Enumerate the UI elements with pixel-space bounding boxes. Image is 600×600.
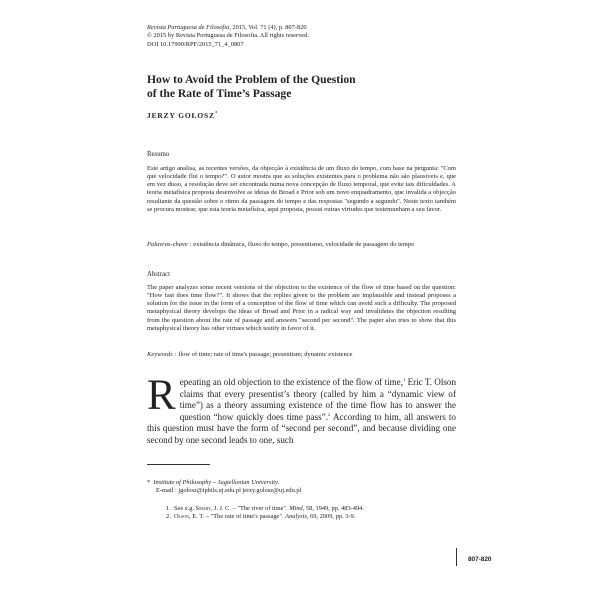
body-text-part-2: Eric T. Olson claims that every presentist’s theory (called by him a “dynamic view of time”) as a theory assuming existence of the time flow has to answer the question “how quickly does time pass”. (179, 377, 456, 422)
running-header (147, 24, 447, 49)
footnote-1-rest: , 58, 1949, pp. 483-494. (302, 505, 364, 512)
footnote-ref-1: 1 (403, 376, 406, 382)
author-affiliation-note (147, 479, 467, 496)
author-line (147, 111, 218, 120)
copyright-line: © 2015 by Revista Portuguesa de Filosofia. All rights reserved. (147, 32, 309, 40)
abstract-heading: Abstract (147, 271, 171, 278)
email-line: E-mail : jgolosz@iphils.uj.edu.pl jerzy.golosz@uj.edu.pl (156, 487, 302, 495)
footnote-1-journal: Mind (289, 505, 303, 512)
abstract-keywords-label: Keywords : (147, 351, 177, 358)
footnote-2-author: Olson, E. T. (174, 513, 205, 521)
title-line-1: How to Avoid the Problem of the Question (147, 73, 356, 86)
footnote-2-title: – "The rate of time's passage". (204, 513, 286, 521)
footnote-divider (147, 464, 210, 465)
drop-cap: R (147, 372, 176, 419)
footnote-1-author: Smart, J. J. C. (195, 505, 231, 512)
resumo-text: Este artigo analisa, as recentes versões, da objecção à existência de um fluxo do tempo, com base na pergunta: "Com que velocidade flui o tempo?". O autor mostra que as soluções existentes para o problema não são plausíveis e, que em vez disso, a resolução deve ser encontrada numa nova concepção de fluxo temporal, que evite tais dificuldades. A teoria metafísica proposta desenvolve as ideias de Broad e Prior sob um novo enquadramento, que invalida a objecção resultante da questão sobre o ritmo da passagem do tempo e das respostas "segundo a segundo". Neste texto também se procura mostrar, que esta teoria metafísica, aqui proposta, possui outras virtudes que testemunham a seu favor. (147, 165, 456, 213)
body-paragraph (147, 372, 456, 446)
title-line-2: of the Rate of Time’s Passage (147, 86, 292, 100)
footnote-1-prefix: See e.g. (174, 505, 196, 512)
resumo-keywords-text: existência dinâmica, fluxo do tempo, presentismo, velocidade de passagem do tempo (191, 241, 415, 248)
author-footnote-mark: * (214, 111, 219, 117)
page-number-rule (456, 548, 457, 566)
resumo-keywords (147, 241, 456, 249)
footnote-1-number: 1. (166, 505, 171, 512)
footnote-2-number: 2. (166, 513, 171, 521)
footnote-1-title: – "The river of time". (230, 505, 290, 512)
footnote-list (166, 505, 466, 522)
article-title (147, 73, 467, 100)
abstract-text: The paper analyzes some recent versions of the objection to the existence of the flow of time based on the question: "How fast does time flow?". It shows that the replies given to the problem are implausible and instead proposes a solution for the issue in the form of a conception of the flow of time which can avoid such a difficulty. The proposed metaphysical theory develops the ideas of Broad and Prior in a radical way and invalidates the objection resulting from the question about the rate of passage and answers "second per second". The paper also tries to show that this metaphysical theory has other virtues which testify in favor of it. (147, 284, 456, 332)
footnote-2 (166, 513, 466, 521)
footnote-2-rest: , 69, 2009, pp. 3-9. (306, 513, 356, 521)
footnote-1 (166, 505, 466, 513)
page-range: 807-820 (468, 556, 492, 563)
footnote-ref-2: 2 (328, 411, 331, 417)
journal-name: Revista Portuguesa de Filosofia (147, 24, 230, 31)
resumo-heading: Resumo (147, 151, 170, 158)
footnote-2-journal: Analysis (285, 513, 307, 521)
body-text-part-3: According to him, all answers to this question must have the form of “second per second”, and because dividing one second by one second leads to one, such (147, 411, 456, 445)
resumo-keywords-label: Palavras-chave : (147, 241, 192, 248)
abstract-keywords-text: flow of time; rate of time's passage; presentism; dynamic existence (176, 351, 353, 358)
doi-line: DOI 10.17990/RPF/2015_71_4_0807 (147, 40, 244, 48)
abstract-keywords (147, 351, 456, 359)
affiliation-text: Institute of Philosophy – Jagiellonian University. (153, 479, 280, 486)
body-text-part-1: epeating an old objection to the existence of the flow of time, (179, 377, 403, 387)
citation-details: , 2015, Vol. 71 (4), p. 807-820 (229, 24, 307, 31)
author-name: JERZY GOŁOSZ (147, 111, 215, 120)
affiliation-mark: * (147, 479, 151, 486)
